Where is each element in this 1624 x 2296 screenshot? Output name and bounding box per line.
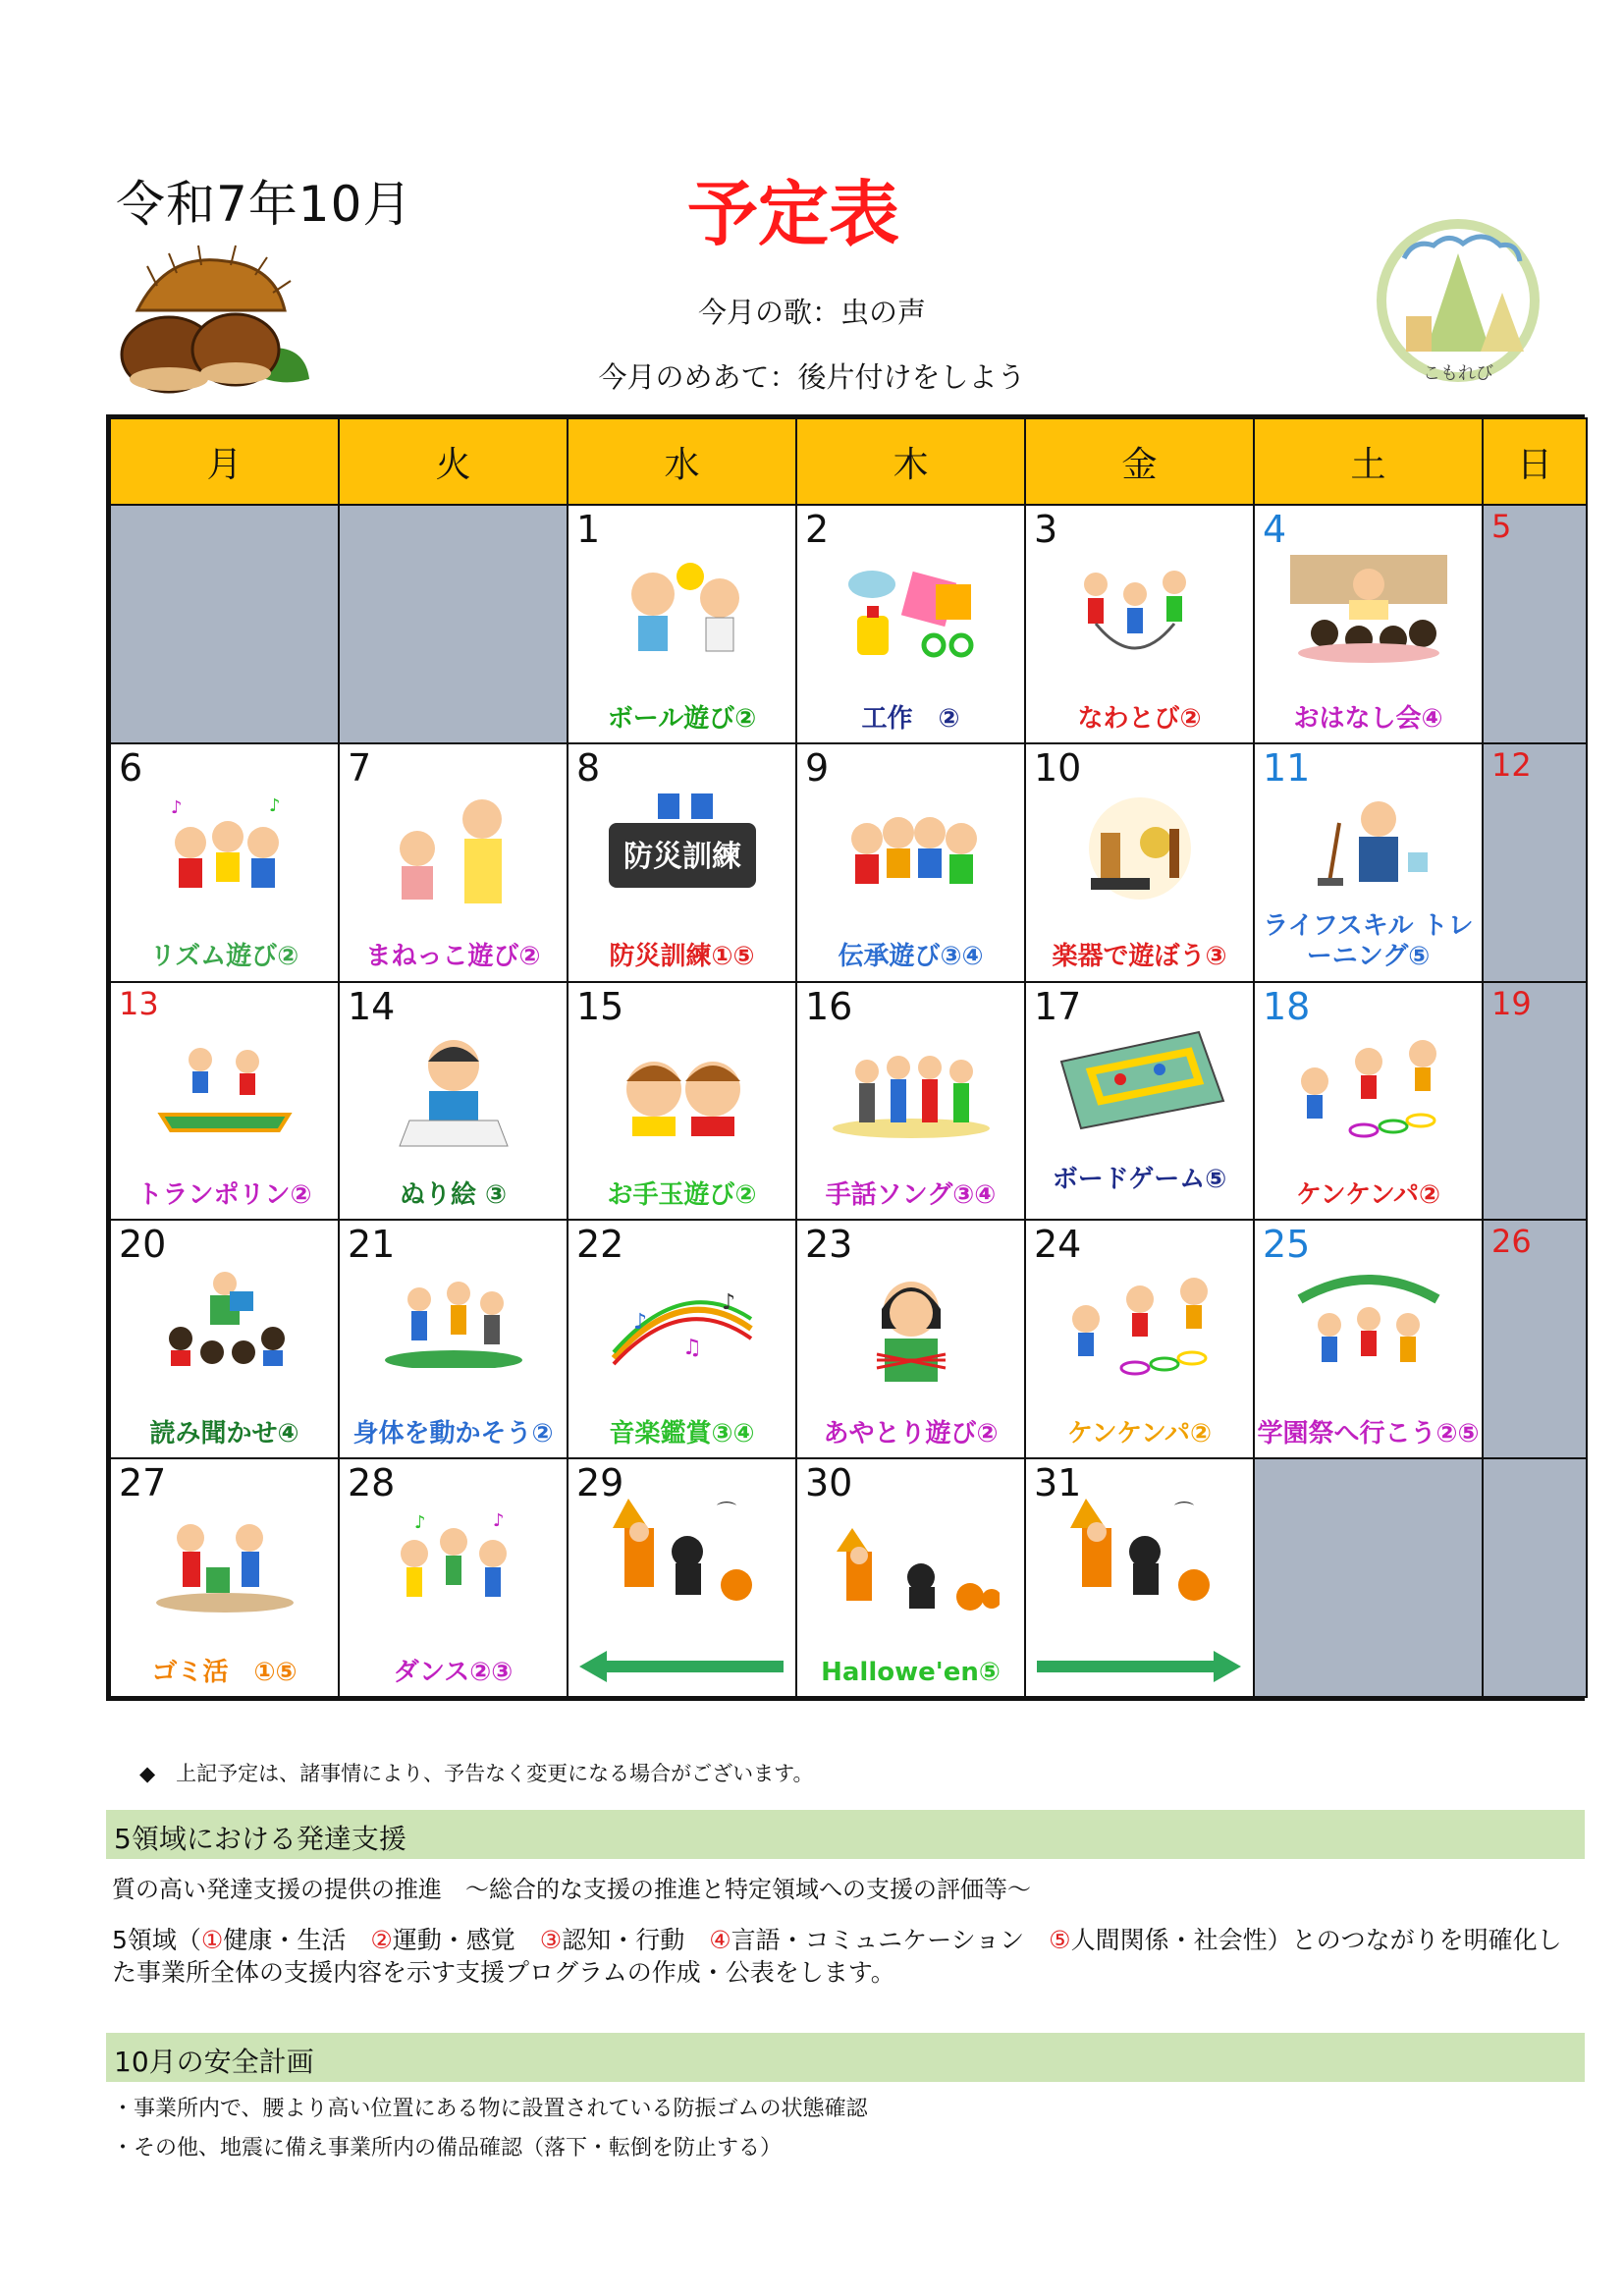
day-cell	[110, 743, 339, 982]
day-number: 17	[1034, 984, 1082, 1028]
weekday-thu: 木	[796, 418, 1025, 505]
svg-text:♪: ♪	[268, 794, 280, 816]
day-cell	[1025, 505, 1254, 743]
day-number: 19	[1491, 984, 1532, 1022]
read-aloud-illustration	[151, 1270, 298, 1378]
svg-text:防災訓練: 防災訓練	[623, 839, 741, 874]
weekday-fri: 金	[1025, 418, 1254, 505]
activity-label: 伝承遊び③④	[838, 942, 984, 972]
day-number: 10	[1034, 745, 1082, 790]
day-cell	[110, 982, 339, 1221]
era-month-title: 令和7年10月	[116, 176, 413, 233]
section-heading-development-support: 5領域における発達支援	[106, 1810, 1585, 1859]
storytelling-illustration	[1290, 555, 1447, 663]
craft-tools-illustration	[838, 555, 985, 663]
activity-label: 工作 ②	[861, 703, 960, 734]
jump-rope-illustration	[1066, 555, 1214, 663]
day-cell	[1025, 1458, 1254, 1697]
day-number: 18	[1263, 984, 1311, 1028]
svg-text:♪: ♪	[632, 1310, 647, 1336]
day-cell	[1483, 982, 1587, 1221]
svg-text:♪: ♪	[170, 796, 182, 818]
life-skill-cleaning-illustration	[1300, 793, 1437, 892]
day-number: 30	[805, 1461, 853, 1505]
area-number: ③	[539, 1926, 563, 1954]
activity-label: ライフスキル トレーニング⑤	[1263, 911, 1474, 972]
activity-label: 身体を動かそう②	[352, 1419, 554, 1449]
day-cell	[1025, 743, 1254, 982]
music-appreciation-illustration	[604, 1270, 761, 1378]
day-cell	[1483, 743, 1587, 982]
day-cell	[796, 505, 1025, 743]
weekday-wed: 水	[568, 418, 796, 505]
svg-text:♪: ♪	[492, 1510, 504, 1532]
paragraph-text: 5領域（	[112, 1926, 201, 1954]
activity-label: ゴミ活 ①⑤	[151, 1657, 298, 1687]
board-game-illustration	[1052, 1022, 1228, 1130]
day-number: 3	[1034, 508, 1058, 551]
page-title: 予定表	[687, 173, 900, 255]
day-number: 13	[119, 984, 159, 1022]
activity-label: トランポリン②	[136, 1180, 312, 1211]
day-number: 28	[348, 1461, 396, 1505]
activity-label: 読み聞かせ④	[149, 1419, 299, 1449]
day-number: 7	[348, 745, 372, 790]
exercise-illustration	[380, 1270, 527, 1368]
activity-label: Hallowe'en⑤	[821, 1657, 1001, 1687]
day-number: 14	[348, 984, 396, 1028]
activity-label: おはなし会④	[1293, 703, 1443, 734]
week-row	[110, 1458, 1587, 1697]
dance-illustration	[375, 1508, 532, 1616]
activity-label: あやとり遊び②	[823, 1419, 999, 1449]
ball-play-illustration	[614, 555, 751, 663]
day-cell	[1254, 982, 1483, 1221]
day-number: 20	[119, 1223, 167, 1267]
day-cell	[1254, 743, 1483, 982]
day-number: 15	[576, 984, 624, 1028]
area-number: ④	[709, 1926, 731, 1954]
day-cell	[339, 982, 568, 1221]
activity-label: ダンス②③	[393, 1657, 514, 1687]
coloring-illustration	[380, 1032, 527, 1150]
day-cell	[568, 1458, 796, 1697]
day-number: 29	[576, 1461, 624, 1505]
activity-label: ケンケンパ②	[1295, 1180, 1441, 1211]
five-areas-paragraph	[112, 1925, 1575, 1989]
hopscotch-illustration	[1056, 1270, 1223, 1378]
arrow-right-icon	[1037, 1649, 1243, 1684]
schedule-notice: ◆ 上記予定は、諸事情により、予告なく変更になる場合がございます。	[139, 1762, 814, 1785]
day-cell	[1483, 505, 1587, 743]
musical-instruments-illustration	[1061, 793, 1218, 902]
day-cell	[1025, 1220, 1254, 1458]
day-cell	[110, 1458, 339, 1697]
beanbag-juggling-illustration	[609, 1032, 756, 1140]
weekday-mon: 月	[110, 418, 339, 505]
weekday-sun: 日	[1483, 418, 1587, 505]
svg-text:♪: ♪	[721, 1290, 735, 1316]
day-cell	[796, 982, 1025, 1221]
imitation-play-illustration	[380, 793, 527, 911]
day-cell	[1254, 1220, 1483, 1458]
hopscotch-illustration	[1285, 1032, 1452, 1140]
day-number: 24	[1034, 1223, 1082, 1267]
activity-label: まねっこ遊び②	[365, 942, 541, 972]
day-number: 5	[1491, 508, 1512, 545]
weekday-sat: 土	[1254, 418, 1483, 505]
day-number: 4	[1263, 508, 1287, 551]
day-number: 23	[805, 1223, 853, 1267]
day-cell	[339, 743, 568, 982]
area-number: ⑤	[1049, 1926, 1071, 1954]
school-festival-illustration	[1290, 1270, 1447, 1368]
svg-text:⌒: ⌒	[716, 1500, 736, 1524]
sign-language-song-illustration	[828, 1032, 995, 1140]
activity-label: 音楽鑑賞③④	[609, 1419, 755, 1449]
week-row	[110, 505, 1587, 743]
day-number: 6	[119, 745, 143, 790]
day-cell	[568, 1220, 796, 1458]
empty-day-cell	[1483, 1458, 1587, 1697]
day-number: 11	[1263, 745, 1311, 790]
day-cell	[568, 982, 796, 1221]
rhythm-play-illustration	[151, 793, 298, 902]
disaster-drill-illustration	[599, 793, 766, 902]
activity-label: ぬり絵 ③	[399, 1180, 508, 1211]
weekday-header-row	[110, 418, 1587, 505]
svg-text:♪: ♪	[413, 1512, 425, 1534]
activity-label: 楽器で遊ぼう③	[1052, 942, 1227, 972]
paragraph-text: 認知・行動	[562, 1926, 710, 1954]
week-row	[110, 743, 1587, 982]
activity-label: 防災訓練①⑤	[609, 942, 755, 972]
svg-text:♫: ♫	[681, 1336, 702, 1361]
logo-text: こもれび	[1423, 363, 1493, 384]
activity-label: お手玉遊び②	[607, 1180, 757, 1211]
day-cell	[1254, 505, 1483, 743]
day-cell	[568, 505, 796, 743]
empty-day-cell	[110, 505, 339, 743]
halloween-illustration	[1056, 1499, 1223, 1607]
day-cell	[796, 1458, 1025, 1697]
day-cell	[339, 1458, 568, 1697]
day-number: 25	[1263, 1223, 1311, 1267]
svg-text:⌒: ⌒	[1173, 1500, 1194, 1524]
paragraph-text: 言語・コミュニケーション	[731, 1926, 1050, 1954]
activity-label: 学園祭へ行こう②⑤	[1257, 1419, 1480, 1449]
day-cell	[796, 743, 1025, 982]
paragraph-text: 運動・感覚	[392, 1926, 540, 1954]
activity-label: リズム遊び②	[149, 942, 299, 972]
day-number: 27	[119, 1461, 167, 1505]
day-number: 1	[576, 508, 601, 551]
empty-day-cell	[339, 505, 568, 743]
activity-label: ボードゲーム⑤	[1052, 1165, 1227, 1195]
activity-label: ケンケンパ②	[1066, 1419, 1213, 1449]
day-number: 2	[805, 508, 830, 551]
day-cell	[339, 1220, 568, 1458]
day-number: 16	[805, 984, 853, 1028]
activity-label: ボール遊び②	[607, 703, 757, 734]
monthly-goal: 今月のめあて：後片付けをしよう	[598, 360, 1026, 394]
section-heading-safety-plan: 10月の安全計画	[106, 2033, 1585, 2082]
day-number: 21	[348, 1223, 396, 1267]
halloween-illustration	[599, 1499, 766, 1607]
area-number: ②	[370, 1926, 393, 1954]
day-number: 12	[1491, 745, 1532, 784]
area-number: ①	[200, 1926, 224, 1954]
day-cell	[568, 743, 796, 982]
day-cell	[1483, 1220, 1587, 1458]
calendar	[106, 414, 1585, 1701]
section-subtitle: 質の高い発達支援の提供の推進 ～総合的な支援の推進と特定領域への支援の評価等～	[112, 1876, 1031, 1903]
day-number: 26	[1491, 1223, 1532, 1261]
empty-day-cell	[1254, 1458, 1483, 1697]
day-number: 9	[805, 745, 830, 790]
day-number: 22	[576, 1223, 624, 1267]
day-cell	[110, 1220, 339, 1458]
day-number: 8	[576, 745, 601, 790]
weekday-tue: 火	[339, 418, 568, 505]
halloween-illustration	[823, 1518, 1000, 1616]
cats-cradle-illustration	[838, 1270, 985, 1388]
safety-item: ・その他、地震に備え事業所内の備品確認（落下・転倒を防止する）	[112, 2136, 783, 2160]
traditional-play-illustration	[828, 793, 995, 902]
day-cell	[1025, 982, 1254, 1221]
activity-label: なわとび②	[1077, 703, 1202, 734]
week-row	[110, 982, 1587, 1221]
arrow-left-icon	[579, 1649, 785, 1684]
trash-pickup-illustration	[151, 1508, 298, 1616]
day-number: 31	[1034, 1461, 1082, 1505]
safety-item: ・事業所内で、腰より高い位置にある物に設置されている防振ゴムの状態確認	[112, 2097, 868, 2121]
trampoline-illustration	[151, 1032, 298, 1140]
activity-label: 手話ソング③④	[825, 1180, 997, 1211]
week-row	[110, 1220, 1587, 1458]
day-cell	[796, 1220, 1025, 1458]
paragraph-text: 健康・生活	[223, 1926, 371, 1954]
monthly-song: 今月の歌：虫の声	[697, 296, 926, 329]
paragraph-text: 人間関係・社会性）とのつながりを明確化した事業所全体の支援内容を示す支援プログラムの作成・公表をします。	[112, 1926, 1562, 1987]
